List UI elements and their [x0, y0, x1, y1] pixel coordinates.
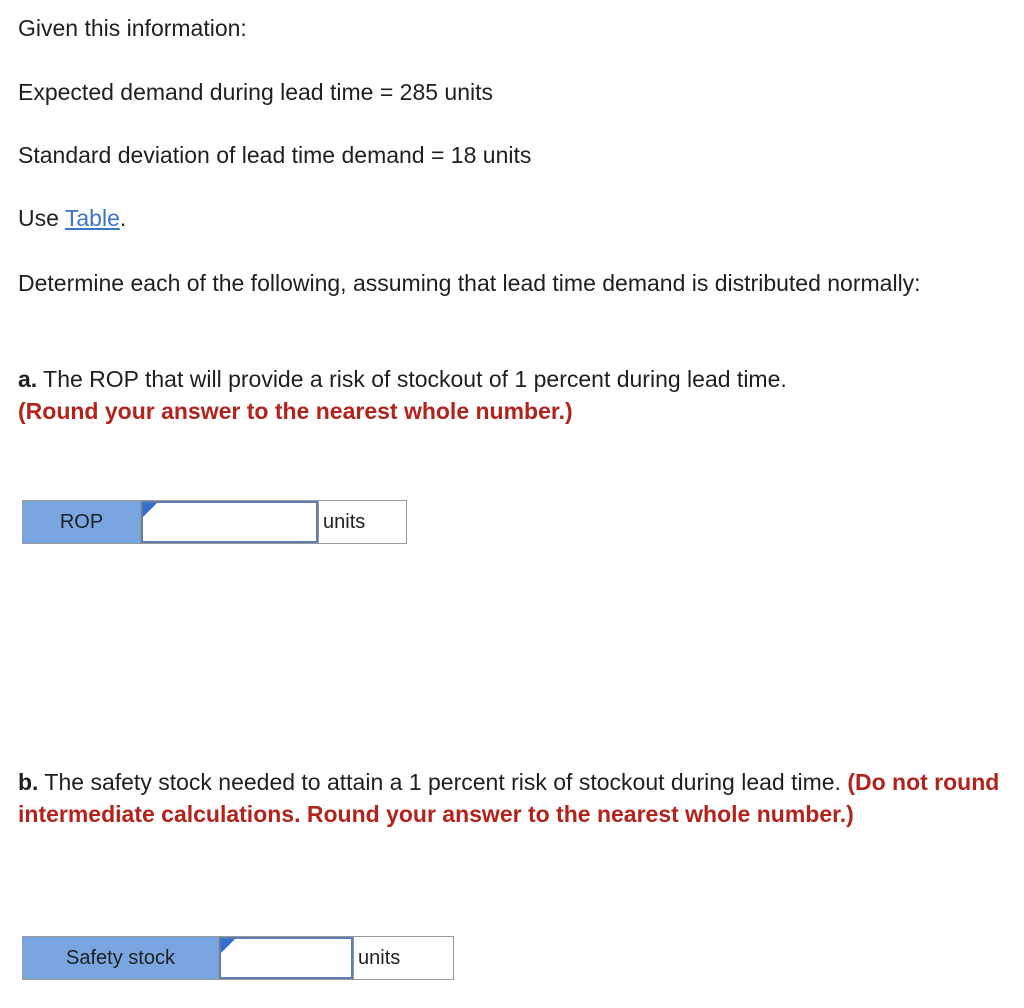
- safety-stock-label: Safety stock: [23, 937, 219, 979]
- table-link[interactable]: Table: [64, 205, 120, 231]
- instruction-text: Determine each of the following, assuming that lead time demand is distributed normally:: [18, 270, 921, 296]
- std-dev-text: Standard deviation of lead time demand = 18 units: [18, 142, 532, 168]
- part-b-rounding-note: (Do not round intermediate calculations. Round your answer to the nearest whole number.): [18, 769, 1000, 827]
- intro-text: Given this information:: [18, 15, 247, 41]
- safety-stock-answer-row: [22, 936, 454, 980]
- part-a-text: The ROP that will provide a risk of stockout of 1 percent during lead time.: [37, 366, 787, 392]
- rop-input[interactable]: [143, 503, 316, 541]
- part-a-question: [18, 363, 1003, 427]
- part-a-marker: a.: [18, 366, 38, 392]
- rop-unit: units: [318, 501, 406, 543]
- rop-answer-row: [22, 500, 407, 544]
- use-table-prefix: Use: [18, 205, 65, 231]
- safety-stock-input[interactable]: [221, 939, 351, 977]
- use-table-line: [18, 202, 126, 234]
- rop-label: ROP: [23, 501, 141, 543]
- rop-input-box[interactable]: [141, 501, 318, 543]
- expected-demand-text: Expected demand during lead time = 285 units: [18, 79, 494, 105]
- safety-stock-input-box[interactable]: [219, 937, 353, 979]
- part-b-marker: b.: [18, 769, 39, 795]
- safety-stock-unit: units: [353, 937, 453, 979]
- use-table-suffix: .: [119, 205, 127, 231]
- part-a-rounding-note: (Round your answer to the nearest whole number.): [18, 398, 573, 424]
- part-b-text: The safety stock needed to attain a 1 percent risk of stockout during lead time.: [38, 769, 848, 795]
- part-b-question: [18, 766, 1003, 830]
